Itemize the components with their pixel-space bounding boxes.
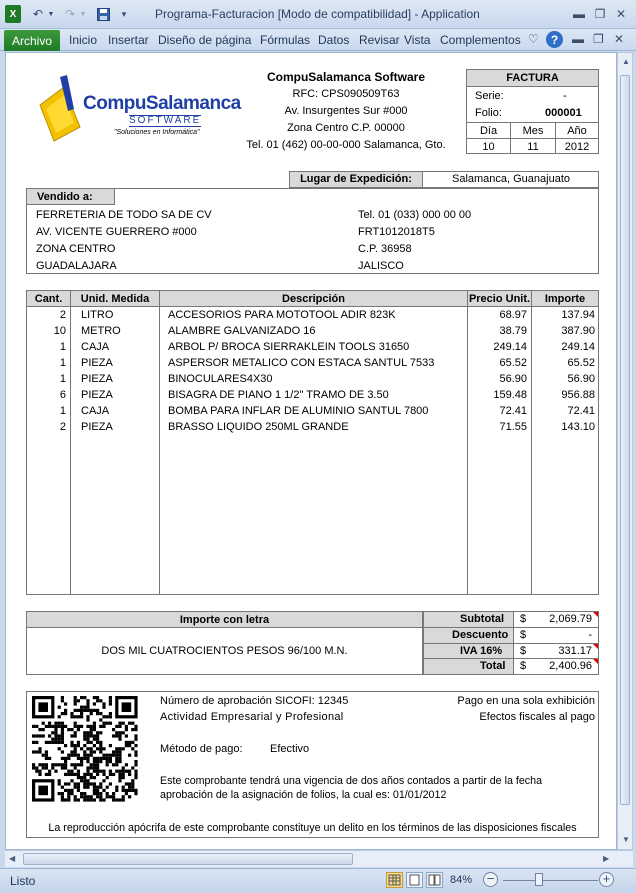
- cell-amount[interactable]: 249.14: [561, 341, 595, 353]
- anio-value[interactable]: 2012: [564, 141, 590, 153]
- save-icon[interactable]: [95, 5, 111, 23]
- dia-label: Día: [479, 125, 498, 137]
- cell-price[interactable]: 56.90: [499, 373, 527, 385]
- window-title: Programa-Facturacion [Modo de compatibilidad] - Application: [155, 7, 480, 21]
- customer-state[interactable]: JALISCO: [358, 260, 404, 272]
- status-bar: [0, 868, 636, 893]
- cell-cant[interactable]: 1: [59, 405, 66, 417]
- close-icon[interactable]: ✕: [615, 7, 627, 21]
- zoom-in-icon[interactable]: +: [599, 872, 614, 887]
- footer-box: [26, 691, 599, 838]
- horizontal-scroll-thumb[interactable]: [23, 853, 353, 865]
- col-amount-header: Importe: [544, 293, 586, 305]
- cell-unit[interactable]: CAJA: [81, 405, 110, 417]
- vigencia-line2: aprobación de la asignación de folios, la cual es: 01/01/2012: [160, 789, 447, 801]
- anio-label: Año: [567, 125, 587, 137]
- cell-amount[interactable]: 72.41: [567, 405, 595, 417]
- tab-datos[interactable]: Datos: [318, 33, 350, 47]
- cell-unit[interactable]: PIEZA: [81, 389, 113, 401]
- tab-revisar[interactable]: Revisar: [359, 33, 400, 47]
- items-table: [26, 290, 599, 595]
- cell-unit[interactable]: PIEZA: [81, 421, 113, 433]
- cell-price[interactable]: 38.79: [499, 325, 527, 337]
- scroll-down-icon[interactable]: ▼: [622, 835, 630, 844]
- tab-insertar[interactable]: Insertar: [108, 33, 149, 47]
- company-address: Av. Insurgentes Sur #000: [284, 105, 408, 117]
- help-icon[interactable]: ?: [546, 31, 563, 48]
- cell-cant[interactable]: 10: [53, 325, 66, 337]
- cell-desc[interactable]: BISAGRA DE PIANO 1 1/2" TRAMO DE 3.50: [168, 389, 389, 401]
- col-desc-header: Descripción: [282, 293, 345, 305]
- totals-box: [423, 611, 599, 675]
- company-phone: Tel. 01 (462) 00-00-000 Salamanca, Gto.: [246, 139, 446, 151]
- lugar-expedicion-label: Lugar de Expedición:: [290, 172, 423, 187]
- factura-box: [466, 69, 599, 154]
- cell-desc[interactable]: BRASSO LIQUIDO 250ML GRANDE: [168, 421, 349, 433]
- page-layout-view-icon[interactable]: [406, 872, 423, 888]
- tab-inicio[interactable]: Inicio: [69, 33, 98, 47]
- mes-label: Mes: [522, 125, 544, 137]
- total-comment-icon[interactable]: [593, 659, 598, 664]
- company-logo: [34, 75, 241, 143]
- col-price-header: Precio Unit.: [468, 293, 531, 305]
- vertical-scrollbar[interactable]: [617, 52, 633, 850]
- workbook-restore-icon[interactable]: ❐: [593, 32, 604, 46]
- pago-text: Pago en una sola exhibición: [457, 695, 595, 707]
- descuento-currency: $: [520, 629, 527, 641]
- customer-rfc[interactable]: FRT1012018T5: [358, 226, 435, 238]
- ribbon-tabs: [0, 29, 636, 51]
- customer-zone[interactable]: ZONA CENTRO: [36, 243, 116, 255]
- cell-amount[interactable]: 56.90: [567, 373, 595, 385]
- company-name: CompuSalamanca Software: [266, 70, 426, 84]
- cell-cant[interactable]: 1: [59, 373, 66, 385]
- cell-price[interactable]: 65.52: [499, 357, 527, 369]
- page-break-view-icon[interactable]: [426, 872, 443, 888]
- cell-cant[interactable]: 2: [59, 309, 66, 321]
- serie-label: Serie:: [475, 90, 504, 102]
- cell-unit[interactable]: CAJA: [81, 341, 110, 353]
- scroll-up-icon[interactable]: ▲: [622, 57, 630, 66]
- factura-header: FACTURA: [467, 70, 598, 87]
- cell-desc[interactable]: ASPERSOR METALICO CON ESTACA SANTUL 7533: [168, 357, 435, 369]
- undo-icon[interactable]: ↶: [32, 7, 44, 21]
- cell-desc[interactable]: ACCESORIOS PARA MOTOTOOL ADIR 823K: [168, 309, 396, 321]
- customer-cp[interactable]: C.P. 36958: [358, 243, 412, 255]
- cell-desc[interactable]: BINOCULARES4X30: [168, 373, 273, 385]
- workbook-minimize-icon[interactable]: ▬: [572, 32, 584, 46]
- dia-value[interactable]: 10: [482, 141, 495, 153]
- sicofi-text: Número de aprobación SICOFI: 12345: [160, 695, 349, 707]
- cell-cant[interactable]: 1: [59, 357, 66, 369]
- total-currency: $: [520, 660, 527, 672]
- efectos-text: Efectos fiscales al pago: [479, 711, 595, 723]
- cell-price[interactable]: 68.97: [499, 309, 527, 321]
- scroll-left-icon[interactable]: ◀: [9, 854, 16, 863]
- cell-amount[interactable]: 137.94: [561, 309, 595, 321]
- total-label: Total: [480, 660, 506, 672]
- lugar-expedicion-box: [289, 171, 599, 188]
- actividad-text: Actividad Empresarial y Profesional: [160, 711, 344, 723]
- zoom-slider-track[interactable]: [503, 880, 598, 881]
- folio-label: Folio:: [475, 107, 502, 119]
- subtotal-value[interactable]: 2,069.79: [549, 613, 592, 625]
- redo-icon[interactable]: ↷: [64, 7, 76, 21]
- customer-city[interactable]: GUADALAJARA: [36, 260, 117, 272]
- descuento-value[interactable]: -: [588, 629, 592, 641]
- lugar-expedicion-value[interactable]: Salamanca, Guanajuato: [451, 173, 571, 185]
- subtotal-comment-icon[interactable]: [593, 612, 598, 617]
- cell-desc[interactable]: ARBOL P/ BROCA SIERRAKLEIN TOOLS 31650: [168, 341, 410, 353]
- customer-street[interactable]: AV. VICENTE GUERRERO #000: [36, 226, 197, 238]
- minimize-icon[interactable]: ▬: [573, 7, 585, 21]
- importe-letra-box: [26, 611, 423, 675]
- ribbon-collapse-icon[interactable]: ♡: [528, 32, 539, 46]
- vertical-scroll-thumb[interactable]: [620, 75, 630, 805]
- company-rfc: RFC: CPS090509T63: [292, 88, 400, 100]
- cell-unit[interactable]: PIEZA: [81, 373, 113, 385]
- col-cant-header: Cant.: [34, 293, 63, 305]
- importe-letra-value[interactable]: DOS MIL CUATROCIENTOS PESOS 96/100 M.N.: [101, 645, 348, 657]
- cell-unit[interactable]: LITRO: [81, 309, 114, 321]
- workbook-close-icon[interactable]: ✕: [614, 32, 625, 46]
- tab-complementos[interactable]: Complementos: [440, 33, 521, 47]
- subtotal-label: Subtotal: [460, 613, 504, 625]
- undo-dropdown-icon[interactable]: ▼: [47, 10, 55, 18]
- normal-view-icon[interactable]: [386, 872, 403, 888]
- cell-cant[interactable]: 6: [59, 389, 66, 401]
- zoom-out-icon[interactable]: −: [483, 872, 498, 887]
- col-unit-header: Unid. Medida: [80, 293, 150, 305]
- cell-cant[interactable]: 2: [59, 421, 66, 433]
- customer-box: [26, 188, 599, 274]
- cell-unit[interactable]: PIEZA: [81, 357, 113, 369]
- customer-header: Vendido a:: [27, 189, 115, 205]
- payment-method-value[interactable]: Efectivo: [270, 743, 310, 755]
- cell-amount[interactable]: 387.90: [561, 325, 595, 337]
- iva-label: IVA 16%: [460, 645, 503, 657]
- company-zone: Zona Centro C.P. 00000: [287, 122, 405, 134]
- cell-price[interactable]: 159.48: [493, 389, 527, 401]
- tab-vista[interactable]: Vista: [404, 33, 431, 47]
- customer-name[interactable]: FERRETERIA DE TODO SA DE CV: [36, 209, 212, 221]
- scroll-right-icon[interactable]: ▶: [603, 854, 610, 863]
- mes-value[interactable]: 11: [527, 141, 539, 153]
- cell-price[interactable]: 249.14: [493, 341, 527, 353]
- zoom-level[interactable]: 84%: [450, 874, 473, 886]
- iva-comment-icon[interactable]: [593, 644, 598, 649]
- status-text: Listo: [10, 874, 36, 888]
- cell-amount[interactable]: 956.88: [561, 389, 595, 401]
- iva-value[interactable]: 331.17: [558, 645, 592, 657]
- cell-price[interactable]: 71.55: [499, 421, 527, 433]
- tab-formulas[interactable]: Fórmulas: [260, 33, 311, 47]
- importe-letra-header: Importe con letra: [27, 612, 422, 628]
- subtotal-currency: $: [520, 613, 527, 625]
- folio-value[interactable]: 000001: [545, 107, 582, 119]
- descuento-label: Descuento: [452, 629, 509, 641]
- tab-archivo[interactable]: Archivo: [4, 30, 60, 51]
- total-value[interactable]: 2,400.96: [549, 660, 592, 672]
- redo-dropdown-icon[interactable]: ▼: [79, 10, 87, 18]
- cell-unit[interactable]: METRO: [81, 325, 121, 337]
- title-bar: [0, 0, 636, 29]
- cell-cant[interactable]: 1: [59, 341, 66, 353]
- cell-desc[interactable]: ALAMBRE GALVANIZADO 16: [168, 325, 316, 337]
- maximize-icon[interactable]: ❐: [594, 7, 606, 21]
- zoom-slider-thumb[interactable]: [535, 873, 543, 886]
- cell-desc[interactable]: BOMBA PARA INFLAR DE ALUMINIO SANTUL 7800: [168, 405, 429, 417]
- iva-currency: $: [520, 645, 527, 657]
- legal-text: La reproducción apócrifa de este comprobante constituye un delito en los términos de las disposiciones fiscales: [48, 822, 577, 834]
- customize-toolbar-icon[interactable]: ▾: [121, 8, 127, 19]
- excel-app-icon[interactable]: X: [5, 5, 21, 23]
- cell-amount[interactable]: 143.10: [561, 421, 595, 433]
- logo-sub-text: SOFTWARE: [129, 115, 202, 126]
- qr-code-icon: [30, 695, 140, 803]
- horizontal-scrollbar[interactable]: [5, 850, 633, 867]
- logo-tagline: "Soluciones en Informática": [114, 129, 200, 136]
- payment-method-label: Método de pago:: [160, 743, 243, 755]
- tab-diseno-pagina[interactable]: Diseño de página: [158, 33, 252, 47]
- cell-amount[interactable]: 65.52: [567, 357, 595, 369]
- vigencia-line1: Este comprobante tendrá una vigencia de dos años contados a partir de la fecha: [160, 775, 543, 787]
- cell-price[interactable]: 72.41: [499, 405, 527, 417]
- worksheet-area[interactable]: [5, 52, 617, 850]
- customer-phone[interactable]: Tel. 01 (033) 000 00 00: [358, 209, 472, 221]
- serie-value[interactable]: -: [563, 90, 567, 102]
- logo-main-text: CompuSalamanca: [83, 93, 241, 114]
